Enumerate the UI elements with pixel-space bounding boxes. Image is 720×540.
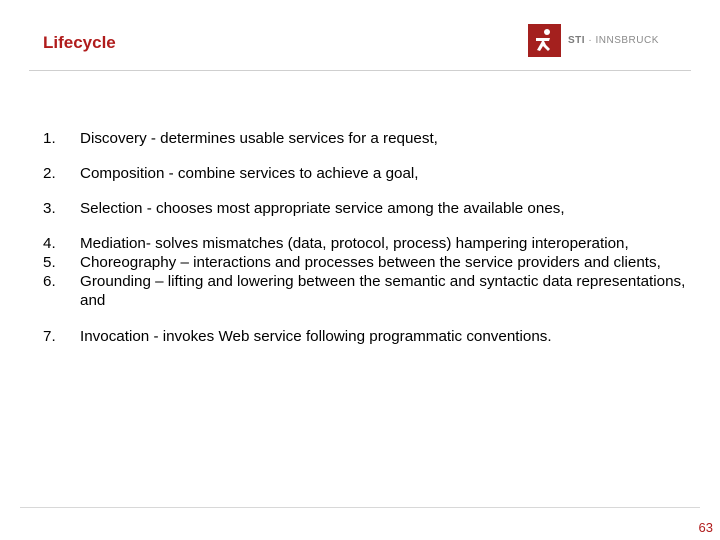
list-item-text: Selection - chooses most appropriate service among the available ones, xyxy=(80,200,565,217)
logo-brand: STI xyxy=(568,35,586,46)
list-item xyxy=(43,253,693,272)
list-item-text: Discovery - determines usable services for a request, xyxy=(80,130,438,147)
list-item-text: Composition - combine services to achieve a goal, xyxy=(80,165,419,182)
page-number: 63 xyxy=(698,520,713,535)
logo-separator: · xyxy=(588,35,593,46)
list-item xyxy=(43,272,693,310)
list-item-text: Mediation- solves mismatches (data, protocol, process) hampering interoperation, xyxy=(80,235,629,252)
list-item-number: 2. xyxy=(43,165,56,182)
list-item-number: 4. xyxy=(43,235,56,252)
sti-logo-mark-icon xyxy=(528,24,561,57)
logo-wordmark xyxy=(568,35,659,46)
list-item-number: 1. xyxy=(43,130,56,147)
list-item-text: Choreography – interactions and processes between the service providers and clients, xyxy=(80,254,661,271)
list-item-text: Invocation - invokes Web service following programmatic conventions. xyxy=(80,328,552,345)
list-item xyxy=(43,199,693,218)
list-item xyxy=(43,234,693,253)
list-item-text: Grounding – lifting and lowering between the semantic and syntactic data representations, and xyxy=(80,273,686,309)
list-item-number: 6. xyxy=(43,273,56,290)
logo-location: INNSBRUCK xyxy=(595,35,659,46)
list-item xyxy=(43,129,693,148)
list-item xyxy=(43,164,693,183)
list-item-number: 5. xyxy=(43,254,56,271)
list-item-number: 7. xyxy=(43,328,56,345)
header-divider xyxy=(29,70,691,71)
sti-innsbruck-logo xyxy=(528,24,659,57)
lifecycle-list xyxy=(43,129,693,346)
list-item xyxy=(43,327,693,346)
list-item-number: 3. xyxy=(43,200,56,217)
footer-divider xyxy=(20,507,700,508)
slide-title: Lifecycle xyxy=(43,33,116,52)
